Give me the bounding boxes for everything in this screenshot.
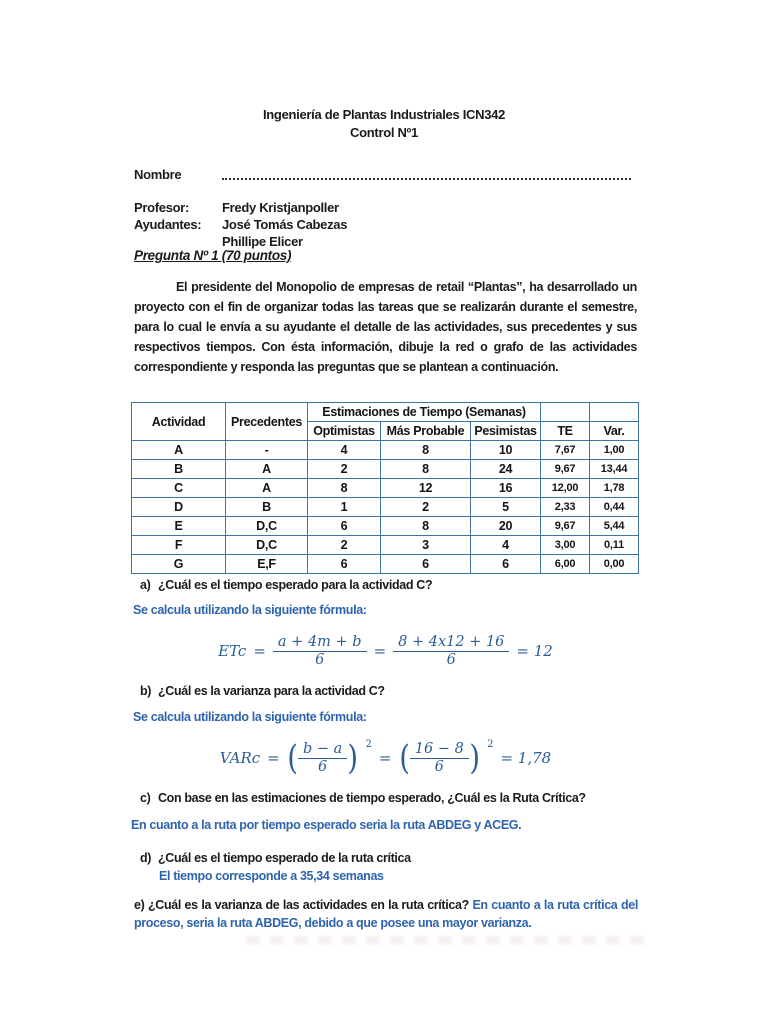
most-probable-cell: 3 <box>381 536 471 555</box>
professor-label: Profesor: <box>134 200 190 215</box>
te-cell: 6,00 <box>541 555 590 574</box>
pessimistic-cell: 16 <box>471 479 541 498</box>
most-probable-cell: 8 <box>381 517 471 536</box>
precedents-cell: D,C <box>226 517 308 536</box>
pert-activities-table <box>131 402 639 574</box>
activity-cell: A <box>132 441 226 460</box>
header-pessimistic: Pesimistas <box>471 422 541 441</box>
header-activity: Actividad <box>132 403 226 441</box>
header-optimistic: Optimistas <box>308 422 381 441</box>
parenthesized-group <box>399 738 481 778</box>
question-e <box>134 897 638 932</box>
open-paren: ( <box>398 738 410 778</box>
fraction-denominator: 6 <box>315 651 325 668</box>
question-c-text: Con base en las estimaciones de tiempo esperado, ¿Cuál es la Ruta Crítica? <box>158 791 586 805</box>
header-most-probable: Más Probable <box>381 422 471 441</box>
document-title <box>0 106 768 142</box>
optimistic-cell: 2 <box>308 460 381 479</box>
pessimistic-cell: 6 <box>471 555 541 574</box>
question-a-label: a) <box>140 578 151 592</box>
parenthesized-group <box>287 738 359 778</box>
control-subtitle: Control Nº1 <box>350 125 418 140</box>
most-probable-cell: 8 <box>381 460 471 479</box>
question-c <box>140 791 586 805</box>
optimistic-cell: 6 <box>308 555 381 574</box>
question-d-label: d) <box>140 851 152 865</box>
close-paren: ) <box>469 738 480 778</box>
most-probable-cell: 2 <box>381 498 471 517</box>
question-b-text: ¿Cuál es la varianza para la actividad C? <box>158 684 385 698</box>
question-a <box>140 578 432 592</box>
answer-b-intro: Se calcula utilizando la siguiente fórmula: <box>133 710 367 724</box>
te-cell: 7,67 <box>541 441 590 460</box>
equals-sign: = <box>267 749 280 767</box>
question-b <box>140 684 385 698</box>
table-row <box>132 479 639 498</box>
table-row <box>132 460 639 479</box>
header-te-spacer <box>541 403 590 422</box>
pessimistic-cell: 24 <box>471 460 541 479</box>
question-d-text: ¿Cuál es el tiempo esperado de la ruta crítica <box>158 851 411 865</box>
te-cell: 2,33 <box>541 498 590 517</box>
equals-sign: = <box>253 642 266 660</box>
assistants-label: Ayudantes: <box>134 217 202 232</box>
most-probable-cell: 6 <box>381 555 471 574</box>
name-row <box>134 164 637 182</box>
fraction <box>273 634 367 669</box>
exponent: 2 <box>487 739 494 750</box>
answer-d: El tiempo corresponde a 35,34 semanas <box>159 869 384 883</box>
question-d <box>140 851 411 865</box>
optimistic-cell: 6 <box>308 517 381 536</box>
exponent: 2 <box>365 739 372 750</box>
activity-cell: G <box>132 555 226 574</box>
pessimistic-cell: 5 <box>471 498 541 517</box>
pessimistic-cell: 20 <box>471 517 541 536</box>
te-cell: 3,00 <box>541 536 590 555</box>
activity-cell: F <box>132 536 226 555</box>
close-paren: ) <box>347 738 359 778</box>
fraction-denominator: 6 <box>434 758 444 775</box>
te-cell: 9,67 <box>541 517 590 536</box>
formula-expected-time <box>134 629 637 673</box>
answer-a-intro: Se calcula utilizando la siguiente fórmula: <box>133 603 367 617</box>
most-probable-cell: 12 <box>381 479 471 498</box>
header-var: Var. <box>590 422 639 441</box>
answer-c: En cuanto a la ruta por tiempo esperado seria la ruta ABDEG y ACEG. <box>131 818 522 832</box>
var-cell: 0,11 <box>590 536 639 555</box>
pessimistic-cell: 10 <box>471 441 541 460</box>
activity-cell: E <box>132 517 226 536</box>
answer-e: En cuanto a la ruta crítica del proceso, seria la ruta ABDEG, debido a que posee una mayor varianza. <box>134 898 638 930</box>
name-label: Nombre <box>134 167 182 182</box>
precedents-cell: A <box>226 460 308 479</box>
fraction-denominator: 6 <box>446 651 456 668</box>
var-cell: 13,44 <box>590 460 639 479</box>
activity-cell: B <box>132 460 226 479</box>
table-row <box>132 536 639 555</box>
te-cell: 12,00 <box>541 479 590 498</box>
fraction <box>298 741 347 776</box>
course-title: Ingeniería de Plantas Industriales ICN342 <box>262 107 505 122</box>
question-b-label: b) <box>140 684 152 698</box>
table-header-row-1 <box>132 403 639 422</box>
assistant-name-1: José Tomás Cabezas <box>222 217 348 232</box>
most-probable-cell: 8 <box>381 441 471 460</box>
te-cell: 9,67 <box>541 460 590 479</box>
table-row <box>132 555 639 574</box>
precedents-cell: E,F <box>226 555 308 574</box>
fraction-numerator: b − a <box>298 741 347 759</box>
header-time-group: Estimaciones de Tiempo (Semanas) <box>308 403 541 422</box>
formula-a-result: = 12 <box>516 642 553 660</box>
equals-sign: = <box>373 642 387 660</box>
optimistic-cell: 2 <box>308 536 381 555</box>
optimistic-cell: 8 <box>308 479 381 498</box>
var-cell: 0,00 <box>590 555 639 574</box>
staff-block <box>134 199 347 250</box>
name-dotted-line <box>222 164 631 180</box>
precedents-cell: B <box>226 498 308 517</box>
table-row <box>132 517 639 536</box>
optimistic-cell: 4 <box>308 441 381 460</box>
table-row <box>132 498 639 517</box>
equals-sign: = <box>378 749 392 767</box>
fraction-numerator: a + 4m + b <box>273 634 367 652</box>
question-heading: Pregunta Nº 1 (70 puntos) <box>134 248 292 263</box>
formula-a-lhs: ETc <box>218 642 247 660</box>
var-cell: 1,00 <box>590 441 639 460</box>
fraction-numerator: 16 − 8 <box>410 741 469 759</box>
fraction <box>410 741 469 776</box>
formula-variance <box>134 733 637 783</box>
table-row <box>132 441 639 460</box>
formula-b-lhs: VARc <box>219 749 261 767</box>
header-precedents: Precedentes <box>226 403 308 441</box>
precedents-cell: - <box>226 441 308 460</box>
open-paren: ( <box>287 738 298 778</box>
precedents-cell: D,C <box>226 536 308 555</box>
question-a-text: ¿Cuál es el tiempo esperado para la actividad C? <box>158 578 433 592</box>
var-cell: 5,44 <box>590 517 639 536</box>
precedents-cell: A <box>226 479 308 498</box>
formula-b-result: = 1,78 <box>500 749 552 767</box>
assistant-name-2: Phillipe Elicer <box>222 234 303 249</box>
header-var-spacer <box>590 403 639 422</box>
fraction-numerator: 8 + 4x12 + 16 <box>393 634 509 652</box>
pessimistic-cell: 4 <box>471 536 541 555</box>
var-cell: 1,78 <box>590 479 639 498</box>
fraction <box>393 634 509 669</box>
var-cell: 0,44 <box>590 498 639 517</box>
optimistic-cell: 1 <box>308 498 381 517</box>
activity-cell: C <box>132 479 226 498</box>
professor-name: Fredy Kristjanpoller <box>222 200 339 215</box>
question-e-text: e) ¿Cuál es la varianza de las actividades en la ruta crítica? <box>134 898 473 912</box>
intro-paragraph: El presidente del Monopolio de empresas de retail “Plantas”, ha desarrollado un proyecto con el fin de organizar todas las tareas que se realizarán durante el semestre, para lo cual le envía a su ayudante el detalle de las actividades, sus precedentes y sus respectivos tiempos. Con ésta información, dibuje la red o grafo de las actividades correspondiente y responda las preguntas que se plantean a continuación. <box>134 280 637 374</box>
question-c-label: c) <box>140 791 151 805</box>
page-bleed-artifact <box>246 936 650 945</box>
fraction-denominator: 6 <box>318 758 328 775</box>
activity-cell: D <box>132 498 226 517</box>
header-te: TE <box>541 422 590 441</box>
